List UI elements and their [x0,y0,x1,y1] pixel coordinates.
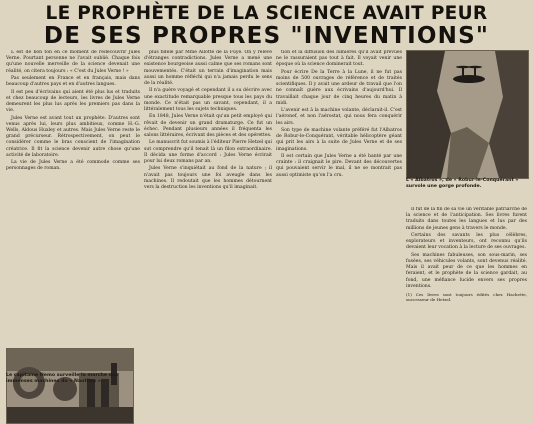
text-column-1 [6,50,140,346]
paragraph: Ses machines fabuleuses, son sous-marin, ses fusées, ses véhicules volants, sont devenus réalité. Mais il avait peur de ce que les hommes en feraient, et le prophète de la science gardait, au fond, une méfiance lucide envers ses propres inventions. [406,252,527,289]
paragraph: Il est certain que Jules Verne a été hanté par une crainte : il craignait le pire. Devant des découvertes qui pouvaient servir le mal, il ne se montrait pas aussi optimiste qu'on l'a cru. [276,154,402,178]
photo-nautilus-machines [6,348,134,424]
headline-line-2: DE SES PROPRES "INVENTIONS" [43,23,490,49]
photo-albatros-gorge [406,50,529,179]
paragraph: Pour écrire De la Terre à la Lune, il ne fut pas moins de 500 ouvrages de référence et de traités scientifiques. Il y avait une ardeur de travail que l'on ne connaît guère aux écrivains d'aujourd'hui. Il travaillait chaque jour de cinq heures du matin à midi. [276,69,402,106]
article-body [6,50,527,398]
text-column-3 [276,50,402,398]
article-headline [6,3,527,49]
paragraph: Il n'a guère voyagé et cependant il a su décrire avec une exactitude remarquable presque tous les pays du monde. Ce n'était pas un savant, cependant, il a littéralement tous les sujets techniques. [144,88,272,113]
paragraph: Il fut de la fin de sa vie un véritable patriarche de la science et de l'anticipation. Ses livres furent traduits dans toutes les langues et lus par des millions de jeunes gens à travers le monde. [406,207,527,231]
paragraph: Jules Verne est avant tout un prophète. D'autres sont venus après lui, leurs plus ambitieux, comme H.-G. Wells, Aldous Huxley et autres. Mais Jules Verne reste le grand précurseur. Rétrospectivement, on peut le considérer comme le bras conscient de l'imagination créatrice. Il fit la science devenir autre chose qu'une activité de laboratoire. [6,115,140,158]
paragraph: tion et la diffusion des lumières qu'il avait prévues ne le rassuraient pas tout à fait. Il voyait venir une époque où la science dominerait tout. [276,50,402,68]
paragraph: Le manuscrit fut soumis à l'éditeur Pierre Hetzel qui sut comprendre qu'il tenait là un filon extraordinaire. Il décida une forme d'accord : Jules Verne écrirait pour lui deux romans par an. [144,140,272,165]
nautilus-engravings-icon [7,349,133,423]
paragraph: plus fidèle par Mme Allotte de la Fuÿe. On y relève d'étranges contradictions. Jules Verne a mené une existence bourgeoise aussi calme que ses romans sont mouvementés. C'était un terrain d'imagination mais aussi un homme réfléchi qui n'a jamais perdu le sens de la réalité. [144,50,272,87]
paragraph: En 1848, Jules Verne n'était qu'un petit employé qui rêvait de devenir un grand dramaturge. Ce fut un échec. Pendant plusieurs années il fréquenta les salons littéraires, écrivant des pièces et des opérettes. [144,114,272,139]
text-column-4 [406,207,527,398]
paragraph: L est de bon ton en ce moment de redécouvrir Jules Verne. Pourtant personne ne l'avait oublié. Chaque fois qu'une nouvelle merveille de la science devenait une réalité, on citera toujours : « C'est du Jules Verne ! » [6,50,140,74]
paragraph: Il est peu d'écrivains qui aient été plus lus et traduits et chez beaucoup de lecteurs, les livres de Jules Verne demeurent les plus lus après les premiers pas dans la vie. [6,89,140,114]
paragraph: Jules Verne s'inquiétait au fond de la nature ; il n'avait pas toujours une foi aveugle dans les machines. Il redoutait que les hommes détournent vers la destruction les inventions qu'il imaginait. [144,166,272,191]
paragraph: La vie de Jules Verne a été commode comme ses personnages de roman. [6,160,140,172]
photo-caption-nautilus: Le capitaine Nemo surveille la marche des immenses machines du « Nautilus ». [6,373,119,384]
footnote: (1) Ces livres sont toujours édités chez Hachette, successeur de Hetzel. [406,292,527,303]
headline-line-1: LE PROPHÈTE DE LA SCIENCE AVAIT PEUR [45,3,488,24]
albatros-gorge-icon [407,51,528,178]
text-column-2 [144,50,272,398]
paragraph: Son type de machine volante préféré fut l'Albatros de Robur-le-Conquérant, véritable hélicoptère géant qui prit les airs à la suite de Jules Verne et de ses imaginations. [276,128,402,152]
paragraph: Pas seulement en France et en français, mais dans beaucoup d'autres pays et en d'autres langues. [6,76,140,88]
paragraph: L'avenir est à la machine volante, déclarait-il. C'est l'aéronef, et non l'aérostat, qui nous fera conquérir les airs. [276,108,402,126]
paragraph: Certains des savants les plus célèbres, explorateurs et inventeurs, ont reconnu qu'ils devaient leur vocation à la lecture de ses ouvrages. [406,233,527,251]
photo-caption-albatros: L'« Albatros », de « Robur-le-Conquérant » survole une gorge profonde. [406,178,519,189]
